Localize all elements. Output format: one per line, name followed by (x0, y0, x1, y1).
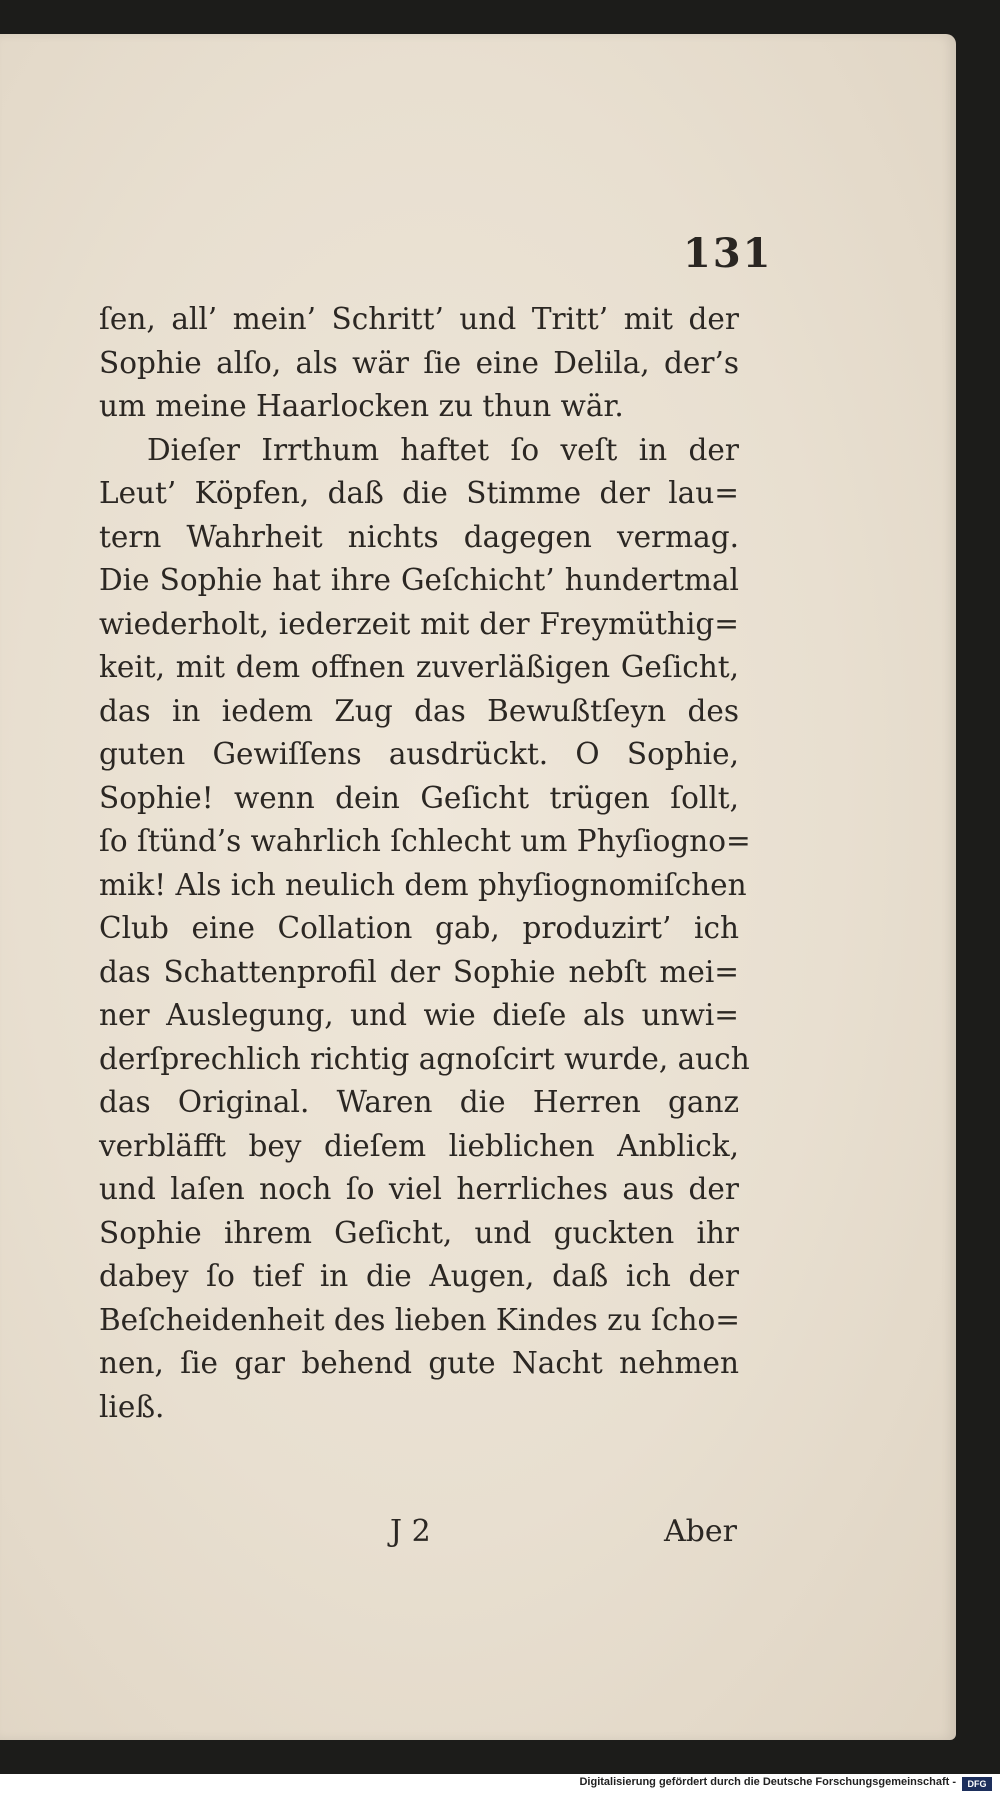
text-line: das Schattenprofil der Sophie nebſt mei= (99, 954, 739, 989)
footer-bar (0, 1774, 1000, 1794)
text-line: Beſcheidenheit des lieben Kindes zu ſcho= (99, 1302, 741, 1337)
text-line: ließ. (99, 1389, 165, 1424)
text-line: ſo ſtünd’s wahrlich ſchlecht um Phyſiogno= (99, 824, 751, 858)
catchword: Aber (664, 1514, 737, 1549)
text-line: ner Auslegung, und wie dieſe als unwi= (99, 998, 739, 1032)
text-line: verbläfft bey dieſem lieblichen Anblick, (99, 1128, 739, 1163)
text-line: ſen, all’ mein’ Schritt’ und Tritt’ mit der (99, 302, 739, 336)
text-line: guten Gewiſſens ausdrückt. O Sophie, (99, 737, 739, 771)
page-number: 131 (683, 230, 773, 277)
dfg-logo-icon: DFG (962, 1777, 992, 1791)
text-line: mik! Als ich neulich dem phyſiognomiſchen (99, 867, 747, 902)
text-line: und laſen noch ſo viel herrliches aus der (99, 1172, 739, 1206)
text-line: Sophie alſo, als wär ſie eine Delila, der’s (99, 345, 739, 380)
text-line: Die Sophie hat ihre Geſchicht’ hundertmal (99, 563, 739, 597)
text-line: Sophie! wenn dein Geſicht trügen ſollt, (99, 780, 739, 815)
funding-credit: Digitalisierung gefördert durch die Deutsche Forschungsgemeinschaft - (579, 1776, 956, 1788)
text-line: Sophie ihrem Geſicht, und guckten ihr (99, 1215, 739, 1250)
text-line: das Original. Waren die Herren ganz (99, 1085, 739, 1119)
text-line: Club eine Collation gab, produzirt’ ich (99, 911, 739, 945)
body-text (99, 298, 751, 1429)
book-page (0, 34, 956, 1740)
text-line: wiederholt, iederzeit mit der Freymüthig= (99, 606, 739, 641)
text-line: dabey ſo tief in die Augen, daß ich der (99, 1259, 739, 1293)
text-line: um meine Haarlocken zu thun wär. (99, 389, 624, 423)
signature-mark: J 2 (390, 1514, 431, 1549)
text-line: das in iedem Zug das Bewußtſeyn des (99, 693, 739, 728)
text-line: nen, ſie gar behend gute Nacht nehmen (99, 1346, 739, 1380)
text-line: keit, mit dem offnen zuverläßigen Geſicht, (99, 650, 739, 684)
text-line: Leut’ Köpfen, daß die Stimme der lau= (99, 476, 739, 510)
text-line: derſprechlich richtig agnoſcirt wurde, auch (99, 1041, 750, 1076)
text-line: tern Wahrheit nichts dagegen vermag. (99, 519, 739, 554)
text-line: Dieſer Irrthum haftet ſo veſt in der (147, 432, 739, 467)
